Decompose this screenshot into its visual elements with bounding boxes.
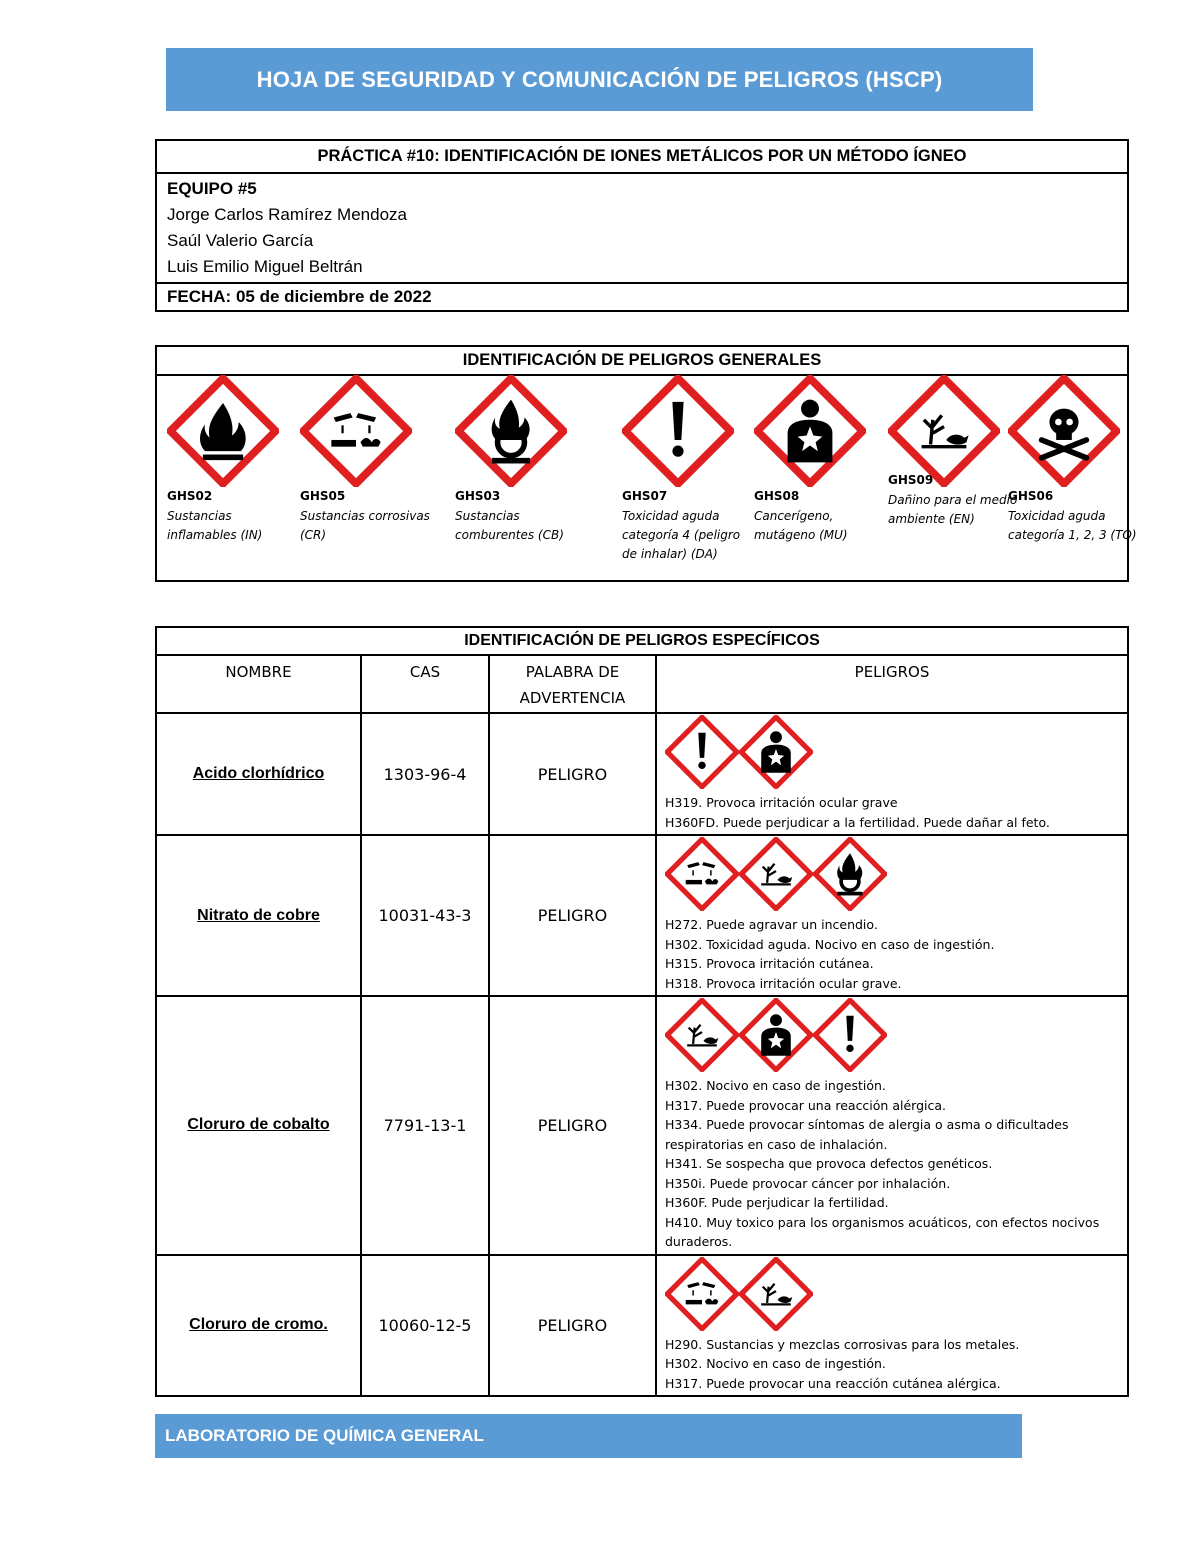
corrosion-icon [665,1257,739,1331]
pictogram-code: GHS02 [167,489,213,503]
hazard-statement: H317. Puede provocar una reacción alérgica. [665,1097,946,1113]
hazard-statement: H317. Puede provocar una reacción cutánea alérgica. [665,1375,1001,1391]
team-member: Luis Emilio Miguel Beltrán [167,257,363,276]
specific-hazards-title: IDENTIFICACIÓN DE PELIGROS ESPECÍFICOS [156,627,1128,655]
page-title: HOJA DE SEGURIDAD Y COMUNICACIÓN DE PELIGROS (HSCP) [256,66,943,92]
team-info [156,173,1128,283]
team-member: Jorge Carlos Ramírez Mendoza [167,205,407,224]
warning-word: PELIGRO [489,996,656,1255]
pictogram-description: Toxicidad aguda categoría 4 (peligro de inhalar) (DA) [622,509,741,561]
cas-number: 1303-96-4 [361,713,489,835]
pictogram-description: Dañino para el medio ambiente (EN) [888,493,1018,526]
cas-number: 10031-43-3 [361,835,489,996]
hazard-statement: H302. Nocivo en caso de ingestión. [665,1078,886,1093]
hazard-statement: H302. Nocivo en caso de ingestión. [665,1356,886,1371]
environment-icon [739,1257,813,1331]
hazard-statements [656,835,1128,996]
hazard-statement: H410. Muy toxico para los organismos acuáticos, con efectos nocivos duraderos. [665,1214,1100,1249]
table-row [156,996,1128,1255]
health-hazard-icon [739,715,813,789]
hazard-statements [656,713,1128,835]
cas-number: 7791-13-1 [361,996,489,1255]
column-header-warning-word: PALABRA DE ADVERTENCIA [489,655,656,713]
column-header-name: NOMBRE [156,655,361,713]
practice-title: PRÁCTICA #10: IDENTIFICACIÓN DE IONES METÁLICOS POR UN MÉTODO ÍGNEO [156,140,1128,173]
column-header-hazards: PELIGROS [656,655,1128,713]
table-row [156,835,1128,996]
pictogram-code: GHS08 [754,489,800,503]
environment-icon [739,837,813,911]
pictogram-code: GHS03 [455,489,501,503]
general-hazards-title: IDENTIFICACIÓN DE PELIGROS GENERALES [157,347,1127,376]
health-hazard-icon [754,375,866,487]
footer-banner [155,1414,1022,1458]
flame-icon [167,375,279,487]
hazard-statements [656,1255,1128,1397]
environment-icon [888,375,1000,487]
pictogram-description: Sustancias inflamables (IN) [167,509,263,542]
pictogram-description: Cancerígeno, mutágeno (MU) [754,509,848,542]
corrosion-icon [665,837,739,911]
practice-date: FECHA: 05 de diciembre de 2022 [156,283,1128,311]
hazard-statements [656,996,1128,1255]
pictogram-code: GHS05 [300,489,346,503]
hazard-statement: H315. Provoca irritación cutánea. [665,956,874,971]
table-row [156,1255,1128,1397]
pictogram-description: Sustancias comburentes (CB) [455,509,564,542]
hazard-statement: H334. Puede provocar síntomas de alergia o asma o dificultades respiratorias en caso de inhalación. [665,1117,1069,1152]
hazard-statement: H360FD. Puede perjudicar a la fertilidad. Puede dañar al feto. [665,814,1050,830]
health-hazard-icon [739,998,813,1072]
warning-word: PELIGRO [489,1255,656,1397]
cas-number: 10060-12-5 [361,1255,489,1397]
pictogram-code: GHS06 [1008,489,1054,503]
substance-name: Cloruro de cobalto [156,996,361,1255]
team-label: EQUIPO #5 [167,179,257,198]
team-member: Saúl Valerio García [167,231,314,250]
hazard-statement: H350i. Puede provocar cáncer por inhalación. [665,1175,951,1191]
pictogram-code: GHS09 [888,473,934,487]
substance-name: Nitrato de cobre [156,835,361,996]
exclamation-icon [665,715,739,789]
hazard-statement: H318. Provoca irritación ocular grave. [665,975,902,991]
hazard-statement: H319. Provoca irritación ocular grave [665,795,898,810]
footer-label: LABORATORIO DE QUÍMICA GENERAL [165,1426,484,1445]
hazard-statement: H360F. Pude perjudicar la fertilidad. [665,1195,889,1210]
general-hazards-section [155,345,1137,582]
warning-word: PELIGRO [489,835,656,996]
pictogram-description: Toxicidad aguda categoría 1, 2, 3 (TO) [1008,509,1137,542]
specific-hazards-table [155,626,1129,1397]
hazard-statement: H302. Toxicidad aguda. Nocivo en caso de ingestión. [665,936,995,952]
practice-info-table [155,139,1129,312]
column-header-cas: CAS [361,655,489,713]
page-title-banner [166,48,1033,111]
substance-name: Cloruro de cromo. [156,1255,361,1397]
pictogram-description: Sustancias corrosivas (CR) [300,509,430,542]
corrosion-icon [300,375,412,487]
exclamation-icon [813,998,887,1072]
skull-icon [1008,375,1120,487]
environment-icon [665,998,739,1072]
exclamation-icon [622,375,734,487]
hazard-statement: H290. Sustancias y mezclas corrosivas para los metales. [665,1336,1020,1352]
table-row [156,713,1128,835]
flame-over-circle-icon [455,375,567,487]
substance-name: Acido clorhídrico [156,713,361,835]
flame-over-circle-icon [813,837,887,911]
hazard-statement: H341. Se sospecha que provoca defectos genéticos. [665,1156,993,1171]
warning-word: PELIGRO [489,713,656,835]
pictogram-code: GHS07 [622,489,668,503]
hazard-statement: H272. Puede agravar un incendio. [665,917,878,932]
